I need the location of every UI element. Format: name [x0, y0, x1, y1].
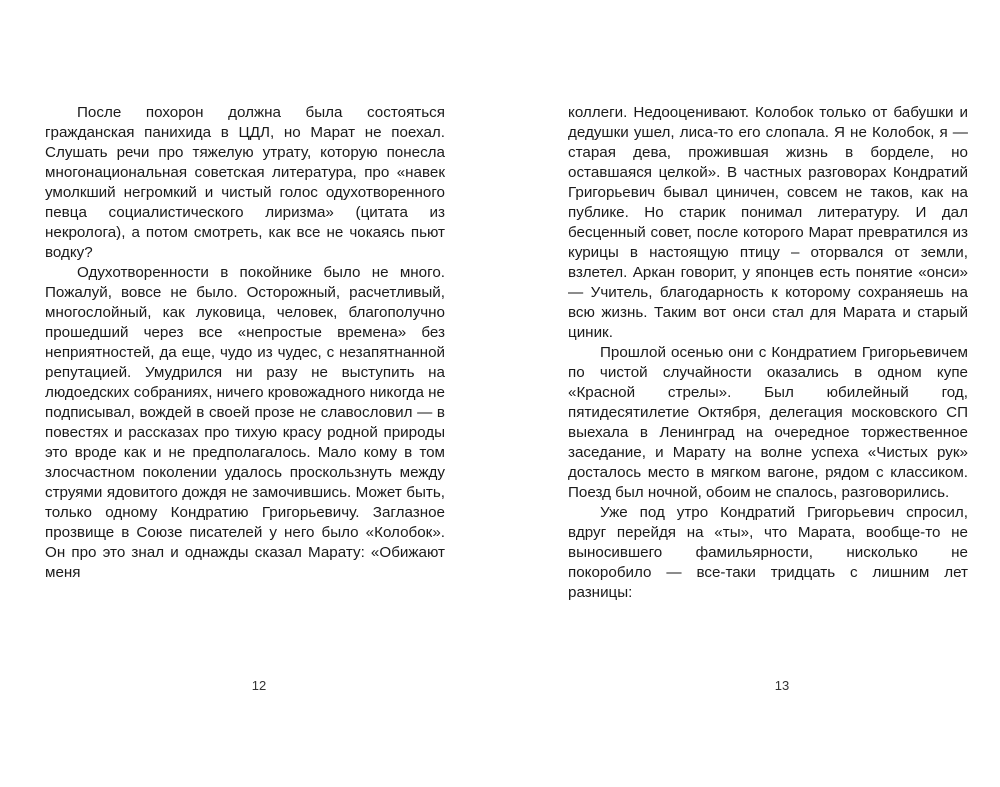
page-number: 12: [251, 678, 267, 693]
paragraph: После похорон должна была состояться гражданская панихида в ЦДЛ, но Марат не поехал. Слушать речи про тяжелую утрату, которую понесла многонациональная советская литература, про «навек умолкший негромкий и чистый голос одухотворенного певца социалистического лиризма» (цитата из некролога), а потом смотреть, как все не чокаясь пьют водку?: [45, 104, 445, 261]
paragraph: Одухотворенности в покойнике было не много. Пожалуй, вовсе не было. Осторожный, расчетливый, многослойный, как луковица, человек, благополучно прошедший через все «непростые времена» без неприятностей, да еще, чудо из чудес, с незапятнанной репутацией. Умудрился ни разу не выступить на людоедских собраниях, ничего кровожадного никогда не подписывал, вождей в своей прозе не славословил — в повестях и рассказах про тихую красу родной природы это вроде как и не предполагалось. Мало кому в том злосчастном поколении удалось проскользнуть между струями ядовитого дождя не замочившись. Может быть, только одному Кондратию Григорьевичу. Заглазное прозвище в Союзе писателей у него было «Колобок». Он про это знал и однажды сказал Марату: «Обижают меня: [45, 264, 446, 581]
paragraph: Прошлой осенью они с Кондратием Григорьевичем по чистой случайности оказались в одном купе «Красной стрелы». Был юбилейный год, пятидесятилетие Октября, делегация московского СП выехала в Ленинград на очередное торжественное заседание, и Марату на волне успеха «Чистых рук» досталось место в мягком вагоне, рядом с классиком. Поезд был ночной, обоим не спалось, разговорились.: [568, 344, 968, 501]
paragraph-continuation: коллеги. Недооценивают. Колобок только от бабушки и дедушки ушел, лиса-то его слопала. Я не Колобок, я — старая дева, прожившая жизнь в борделе, но оставшаяся целкой». В частных разговорах Кондратий Григорьевич бывал циничен, совсем не таков, как на публике. Но старик понимал литературу. И дал бесценный совет, после которого Марат превратился из курицы в настоящую птицу – оторвался от земли, взлетел. Аркан говорит, у японцев есть понятие «онси» — Учитель, благодарность к которому сохраняешь на всю жизнь. Таким вот онси стал для Марата и старый циник.: [568, 104, 968, 341]
right-page: [500, 0, 1000, 787]
paragraph: Уже под утро Кондратий Григорьевич спросил, вдруг перейдя на «ты», что Марата, вообще-то не выносившего фамильярности, нисколько не покоробило — все-таки тридцать с лишним лет разницы:: [568, 504, 968, 601]
left-page-text: [45, 103, 445, 583]
right-page-text: [568, 103, 968, 603]
page-number: 13: [774, 678, 790, 693]
